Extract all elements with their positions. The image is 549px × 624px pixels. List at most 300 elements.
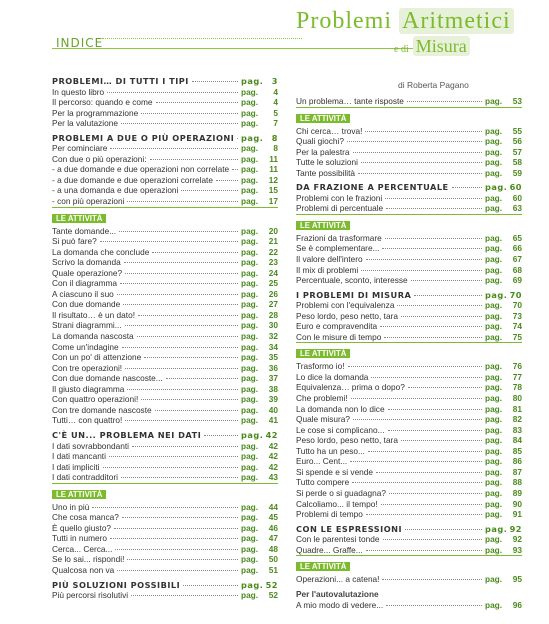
dot-leader bbox=[350, 461, 482, 462]
page-label: pag. bbox=[241, 267, 259, 278]
toc-entry-title: Euro e compravendita bbox=[296, 321, 378, 332]
dot-leader bbox=[103, 467, 239, 468]
toc-entry[interactable] bbox=[296, 126, 522, 137]
dot-leader bbox=[181, 190, 238, 191]
toc-entry[interactable] bbox=[296, 203, 522, 214]
toc-entry-title: C'È UN... PROBLEMA NEI DATI bbox=[52, 429, 202, 440]
toc-entry[interactable] bbox=[296, 372, 522, 383]
toc-entry-title: Calcoliamo... il tempo! bbox=[296, 498, 378, 509]
page-number: 17 bbox=[268, 196, 278, 207]
page-label: pag. bbox=[485, 414, 503, 425]
dot-leader bbox=[401, 440, 482, 441]
dot-leader bbox=[216, 180, 238, 181]
page-label: pag. bbox=[485, 487, 503, 498]
toc-entry[interactable] bbox=[296, 275, 522, 286]
page-label: pag. bbox=[485, 393, 503, 404]
toc-entry[interactable] bbox=[296, 265, 522, 276]
page-label: pag. bbox=[241, 429, 264, 440]
dot-leader bbox=[125, 368, 238, 369]
toc-entry-title: PROBLEMI… DI TUTTI I TIPI bbox=[52, 76, 189, 86]
page-number: 57 bbox=[512, 146, 522, 157]
toc-section-heading[interactable] bbox=[52, 430, 278, 441]
toc-entry[interactable] bbox=[296, 321, 522, 332]
page-label: pag. bbox=[241, 164, 259, 175]
dot-leader bbox=[237, 138, 238, 139]
page-label: pag. bbox=[485, 192, 503, 203]
attivita-badge: LE ATTIVITÀ bbox=[296, 221, 350, 230]
toc-entry-title: DA FRAZIONE A PERCENTUALE bbox=[296, 182, 449, 193]
toc-entry-title: È quello giusto? bbox=[52, 522, 112, 533]
page-number: 42 bbox=[268, 451, 278, 462]
dot-leader bbox=[156, 102, 238, 103]
toc-entry[interactable] bbox=[52, 247, 278, 258]
dot-leader bbox=[411, 280, 482, 281]
page-label: pag. bbox=[485, 182, 508, 193]
dot-leader bbox=[381, 504, 482, 505]
toc-entry-title: Tante domande... bbox=[52, 225, 117, 236]
toc-entry[interactable] bbox=[52, 268, 278, 279]
page-label: pag. bbox=[485, 125, 503, 136]
toc-entry[interactable] bbox=[52, 352, 278, 363]
page-number: 20 bbox=[268, 225, 278, 236]
toc-entry[interactable] bbox=[52, 512, 278, 523]
page-label: pag. bbox=[241, 415, 259, 426]
dot-leader bbox=[204, 435, 238, 436]
page-label: pag. bbox=[241, 440, 259, 451]
toc-entry-title: Tutto ha un peso... bbox=[296, 445, 365, 456]
dot-leader bbox=[353, 152, 483, 153]
toc-entry[interactable] bbox=[296, 488, 522, 499]
toc-entry-title: Con le parentesi tonde bbox=[296, 534, 380, 545]
toc-entry[interactable] bbox=[296, 574, 522, 585]
page-number: 84 bbox=[512, 435, 522, 446]
toc-entry-title: La domanda non lo dice bbox=[296, 403, 385, 414]
dot-leader bbox=[109, 456, 238, 457]
toc-entry[interactable] bbox=[52, 320, 278, 331]
page-number: 35 bbox=[268, 352, 278, 363]
page-label: pag. bbox=[485, 243, 503, 254]
toc-section-heading[interactable] bbox=[296, 182, 522, 193]
toc-entry[interactable] bbox=[52, 565, 278, 576]
dot-leader bbox=[414, 295, 482, 296]
page-label: pag. bbox=[485, 574, 503, 585]
page-number: 78 bbox=[512, 382, 522, 393]
dot-leader bbox=[122, 517, 238, 518]
toc-entry[interactable] bbox=[52, 342, 278, 353]
dot-leader bbox=[452, 187, 482, 188]
toc-entry[interactable] bbox=[52, 196, 278, 207]
attivita-rule bbox=[296, 555, 522, 556]
page-label: pag. bbox=[241, 579, 264, 590]
toc-entry[interactable] bbox=[52, 590, 278, 601]
indice-dotted-rule bbox=[102, 38, 302, 39]
attivita-section-label bbox=[296, 214, 522, 233]
toc-entry-title: Equivalenza… prima o dopo? bbox=[296, 382, 405, 393]
indice-heading: INDICE bbox=[56, 36, 104, 50]
toc-entry-title: Con le misure di tempo bbox=[296, 331, 382, 342]
toc-entry-title: Le cose si complicano... bbox=[296, 424, 385, 435]
page-number: 34 bbox=[268, 341, 278, 352]
page-number: 82 bbox=[512, 414, 522, 425]
toc-entry-title: Problemi con le frazioni bbox=[296, 192, 383, 203]
toc-entry[interactable] bbox=[52, 533, 278, 544]
page-label: pag. bbox=[241, 153, 259, 164]
toc-entry-title: Che cosa manca? bbox=[52, 512, 119, 523]
page-label: pag. bbox=[241, 288, 259, 299]
toc-entry[interactable] bbox=[52, 164, 278, 175]
toc-entry[interactable] bbox=[296, 311, 522, 322]
toc-entry[interactable] bbox=[296, 414, 522, 425]
attivita-badge: LE ATTIVITÀ bbox=[52, 214, 106, 223]
dot-leader bbox=[115, 549, 238, 550]
toc-entry[interactable] bbox=[296, 425, 522, 436]
page-number: 28 bbox=[268, 309, 278, 320]
dot-leader bbox=[125, 325, 238, 326]
page-label: pag. bbox=[485, 599, 503, 610]
toc-entry[interactable] bbox=[296, 361, 522, 372]
toc-entry[interactable] bbox=[296, 477, 522, 488]
page-label: pag. bbox=[241, 143, 259, 154]
toc-entry[interactable] bbox=[52, 363, 278, 374]
toc-entry-title: I dati mancanti bbox=[52, 451, 106, 462]
page-label: pag. bbox=[241, 404, 259, 415]
page-label: pag. bbox=[241, 185, 259, 196]
toc-entry[interactable] bbox=[52, 143, 278, 154]
attivita-rule bbox=[296, 214, 522, 215]
toc-entry[interactable] bbox=[52, 226, 278, 237]
page-label: pag. bbox=[485, 523, 508, 534]
toc-entry-title: Problemi con l'equivalenza bbox=[296, 300, 395, 311]
page-label: pag. bbox=[485, 167, 503, 178]
page-label: pag. bbox=[485, 264, 503, 275]
page-label: pag. bbox=[485, 254, 503, 265]
toc-entry[interactable] bbox=[296, 456, 522, 467]
toc-entry[interactable] bbox=[52, 299, 278, 310]
toc-entry[interactable] bbox=[296, 509, 522, 520]
page-label: pag. bbox=[241, 132, 264, 143]
page-label: pag. bbox=[241, 236, 259, 247]
toc-entry-title: Quali giochi? bbox=[296, 136, 344, 147]
page-number: 92 bbox=[509, 523, 522, 534]
attivita-section-label bbox=[296, 342, 522, 361]
page-number: 52 bbox=[265, 579, 278, 590]
toc-section-heading[interactable] bbox=[296, 290, 522, 301]
dot-leader bbox=[397, 305, 482, 306]
toc-entry[interactable] bbox=[52, 175, 278, 186]
toc-entry[interactable] bbox=[52, 405, 278, 416]
dot-leader bbox=[127, 559, 238, 560]
page-label: pag. bbox=[241, 564, 259, 575]
dot-leader bbox=[121, 477, 238, 478]
dot-leader bbox=[107, 92, 238, 93]
toc-entry[interactable] bbox=[52, 451, 278, 462]
toc-right-column bbox=[296, 96, 522, 610]
toc-entry[interactable] bbox=[296, 332, 522, 343]
page-label: pag. bbox=[485, 498, 503, 509]
toc-entry-title: La domanda nascosta bbox=[52, 331, 134, 342]
attivita-badge: LE ATTIVITÀ bbox=[296, 349, 350, 358]
toc-entry[interactable] bbox=[52, 118, 278, 129]
toc-entry[interactable] bbox=[52, 472, 278, 483]
dot-leader bbox=[125, 420, 238, 421]
toc-entry[interactable] bbox=[296, 435, 522, 446]
dot-leader bbox=[366, 259, 482, 260]
toc-entry-title: Per cominciare bbox=[52, 143, 108, 154]
page-number: 88 bbox=[512, 477, 522, 488]
dot-leader bbox=[386, 208, 482, 209]
dot-leader bbox=[353, 419, 482, 420]
page-label: pag. bbox=[241, 512, 259, 523]
toc-section-heading[interactable] bbox=[296, 524, 522, 535]
attivita-badge: LE ATTIVITÀ bbox=[296, 114, 350, 123]
page-number: 92 bbox=[512, 534, 522, 545]
book-title-line2 bbox=[394, 36, 470, 57]
toc-entry[interactable] bbox=[52, 185, 278, 196]
dot-leader bbox=[138, 315, 238, 316]
page-label: pag. bbox=[485, 534, 503, 545]
page-number: 23 bbox=[268, 257, 278, 268]
page-number: 22 bbox=[268, 246, 278, 257]
toc-entry[interactable] bbox=[52, 462, 278, 473]
dot-leader bbox=[127, 389, 238, 390]
toc-section-heading[interactable] bbox=[52, 580, 278, 591]
toc-entry[interactable] bbox=[296, 233, 522, 244]
toc-entry[interactable] bbox=[52, 257, 278, 268]
page-label: pag. bbox=[241, 76, 264, 86]
page-label: pag. bbox=[241, 394, 259, 405]
page-label: pag. bbox=[241, 362, 259, 373]
toc-entry[interactable] bbox=[296, 467, 522, 478]
dot-leader bbox=[125, 273, 238, 274]
toc-entry-title: CON LE ESPRESSIONI bbox=[296, 523, 403, 534]
page-label: pag. bbox=[485, 300, 503, 311]
toc-entry[interactable] bbox=[296, 300, 522, 311]
page-label: pag. bbox=[241, 472, 259, 483]
page-label: pag. bbox=[241, 383, 259, 394]
toc-entry-title: Con tre operazioni! bbox=[52, 362, 123, 373]
toc-entry-title: Per la palestra bbox=[296, 146, 350, 157]
page-label: pag. bbox=[485, 544, 503, 555]
page-label: pag. bbox=[485, 477, 503, 488]
page-number: 12 bbox=[268, 174, 278, 185]
page-number: 25 bbox=[268, 278, 278, 289]
page-label: pag. bbox=[241, 522, 259, 533]
toc-entry[interactable] bbox=[296, 193, 522, 204]
page-number: 21 bbox=[268, 236, 278, 247]
page-label: pag. bbox=[241, 107, 259, 118]
dot-leader bbox=[131, 595, 238, 596]
toc-entry[interactable] bbox=[296, 157, 522, 168]
title-word-misura: Misura bbox=[413, 36, 470, 56]
dot-leader bbox=[122, 347, 238, 348]
page-number: 90 bbox=[512, 498, 522, 509]
page-number: 32 bbox=[268, 331, 278, 342]
toc-entry-title: PROBLEMI A DUE O PIÙ OPERAZIONI bbox=[52, 132, 235, 143]
toc-entry[interactable] bbox=[52, 394, 278, 405]
toc-entry[interactable] bbox=[52, 236, 278, 247]
dot-leader bbox=[100, 241, 238, 242]
page-number: 63 bbox=[512, 203, 522, 214]
toc-entry-title: Con tre domande nascoste bbox=[52, 404, 152, 415]
toc-entry[interactable] bbox=[52, 278, 278, 289]
toc-entry-title: I dati sovrabbondanti bbox=[52, 440, 130, 451]
dot-leader bbox=[347, 141, 482, 142]
toc-entry[interactable] bbox=[296, 600, 522, 611]
page-label: pag. bbox=[241, 299, 259, 310]
toc-section-heading[interactable] bbox=[52, 133, 278, 144]
toc-entry-title: PIÙ SOLUZIONI POSSIBILI bbox=[52, 579, 181, 590]
dot-leader bbox=[120, 283, 238, 284]
dot-leader bbox=[382, 579, 482, 580]
toc-entry-title: Con il diagramma bbox=[52, 278, 118, 289]
dot-leader bbox=[132, 446, 238, 447]
page-label: pag. bbox=[241, 461, 259, 472]
toc-entry[interactable] bbox=[52, 373, 278, 384]
page-number: 53 bbox=[512, 96, 522, 106]
dot-leader bbox=[401, 316, 482, 317]
toc-entry[interactable] bbox=[296, 168, 522, 179]
toc-entry[interactable] bbox=[52, 310, 278, 321]
page-number: 86 bbox=[512, 456, 522, 467]
toc-entry-title: Il giusto diagramma bbox=[52, 383, 125, 394]
toc-entry[interactable] bbox=[296, 136, 522, 147]
dot-leader bbox=[383, 539, 483, 540]
toc-entry-title: Chi cerca… trova! bbox=[296, 125, 363, 136]
toc-entry[interactable] bbox=[52, 441, 278, 452]
toc-entry[interactable] bbox=[296, 393, 522, 404]
toc-entry[interactable] bbox=[296, 534, 522, 545]
toc-entry-title: I dati contradditori bbox=[52, 472, 118, 483]
toc-entry[interactable] bbox=[296, 147, 522, 158]
author: di Roberta Pagano bbox=[398, 80, 469, 90]
page-label: pag. bbox=[485, 275, 503, 286]
page-number: 70 bbox=[512, 300, 522, 311]
page-label: pag. bbox=[485, 136, 503, 147]
page-number: 46 bbox=[268, 522, 278, 533]
dot-leader bbox=[380, 326, 482, 327]
page-number: 74 bbox=[512, 321, 522, 332]
toc-entry[interactable] bbox=[52, 331, 278, 342]
toc-entry-title: Più percorsi risolutivi bbox=[52, 590, 129, 601]
attivita-section-label bbox=[52, 483, 278, 502]
page-number: 42 bbox=[265, 429, 278, 440]
toc-entry-title: Tutti… con quattro! bbox=[52, 415, 123, 426]
dot-leader bbox=[407, 101, 482, 102]
page-label: pag. bbox=[485, 466, 503, 477]
page-number: 47 bbox=[268, 533, 278, 544]
dot-leader bbox=[232, 169, 238, 170]
toc-entry[interactable] bbox=[52, 523, 278, 534]
toc-entry[interactable] bbox=[52, 154, 278, 165]
toc-entry[interactable] bbox=[296, 404, 522, 415]
page-number: 15 bbox=[268, 185, 278, 196]
toc-entry-title: Cerca... Cerca... bbox=[52, 543, 113, 554]
title-word-aritmetici: Aritmetici bbox=[399, 8, 514, 34]
toc-entry-title: Il valore dell'intero bbox=[296, 254, 363, 265]
page-number: 8 bbox=[271, 132, 278, 143]
toc-entry[interactable] bbox=[296, 382, 522, 393]
dot-leader bbox=[348, 366, 482, 367]
page-label: pag. bbox=[485, 435, 503, 446]
toc-entry[interactable] bbox=[52, 384, 278, 395]
dot-leader bbox=[141, 113, 238, 114]
toc-entry[interactable] bbox=[296, 499, 522, 510]
page-number: 26 bbox=[268, 288, 278, 299]
page-label: pag. bbox=[485, 289, 508, 300]
page-label: pag. bbox=[485, 361, 503, 372]
toc-entry-title: Quale operazione? bbox=[52, 267, 123, 278]
toc-entry-title: Peso lordo, peso netto, tara bbox=[296, 435, 398, 446]
toc-entry[interactable] bbox=[52, 415, 278, 426]
toc-entry-title: Un problema… tante risposte bbox=[296, 96, 404, 106]
dot-leader bbox=[361, 162, 482, 163]
book-title bbox=[296, 8, 514, 35]
toc-entry[interactable] bbox=[296, 545, 522, 556]
toc-entry[interactable] bbox=[52, 87, 278, 98]
toc-entry-title: Con due domande nascoste... bbox=[52, 373, 163, 384]
dot-leader bbox=[352, 482, 482, 483]
page-label: pag. bbox=[485, 445, 503, 456]
page-label: pag. bbox=[485, 96, 503, 106]
page-number: 42 bbox=[268, 461, 278, 472]
dot-leader bbox=[124, 262, 238, 263]
dot-leader bbox=[382, 248, 482, 249]
toc-entry-title: Euro... Cent... bbox=[296, 456, 348, 467]
page-label: pag. bbox=[485, 232, 503, 243]
toc-entry[interactable] bbox=[296, 446, 522, 457]
attivita-rule bbox=[296, 342, 522, 343]
page-number: 58 bbox=[512, 157, 522, 168]
toc-entry[interactable] bbox=[52, 108, 278, 119]
toc-entry-title: Se è complementare... bbox=[296, 243, 380, 254]
toc-entry-title: Problemi di tempo bbox=[296, 509, 363, 520]
toc-entry-title: Operazioni... a catena! bbox=[296, 574, 380, 585]
page-label: pag. bbox=[485, 321, 503, 332]
page-number: 37 bbox=[268, 373, 278, 384]
page-label: pag. bbox=[485, 331, 503, 342]
toc-entry[interactable] bbox=[52, 289, 278, 300]
toc-entry-title: Tutti in numero bbox=[52, 533, 108, 544]
toc-entry-title: Problemi di percentuale bbox=[296, 203, 384, 214]
toc-entry[interactable] bbox=[52, 554, 278, 565]
dot-leader bbox=[114, 528, 238, 529]
toc-entry-title: Per la valutazione bbox=[52, 118, 118, 129]
toc-entry[interactable] bbox=[296, 96, 522, 107]
page-label: pag. bbox=[241, 331, 259, 342]
toc-entry[interactable] bbox=[296, 243, 522, 254]
page-number: 77 bbox=[512, 371, 522, 382]
toc-entry-title: - a due domande e due operazioni non correlate bbox=[52, 164, 230, 175]
dot-leader bbox=[144, 357, 238, 358]
dot-leader bbox=[366, 550, 482, 551]
toc-entry-title: Trasformo io! bbox=[296, 361, 345, 372]
dot-leader bbox=[110, 148, 238, 149]
toc-entry[interactable] bbox=[52, 544, 278, 555]
page-number: 8 bbox=[273, 143, 278, 154]
toc-entry[interactable] bbox=[52, 502, 278, 513]
page-label: pag. bbox=[241, 341, 259, 352]
dot-leader bbox=[127, 201, 238, 202]
dot-leader bbox=[365, 131, 482, 132]
page-number: 7 bbox=[273, 118, 278, 129]
dot-leader bbox=[386, 605, 482, 606]
toc-section-heading[interactable] bbox=[52, 76, 278, 87]
toc-entry[interactable] bbox=[296, 254, 522, 265]
page-label: pag. bbox=[241, 352, 259, 363]
toc-entry[interactable] bbox=[52, 97, 278, 108]
dot-leader bbox=[388, 409, 482, 410]
toc-entry-title: Quale misura? bbox=[296, 414, 350, 425]
